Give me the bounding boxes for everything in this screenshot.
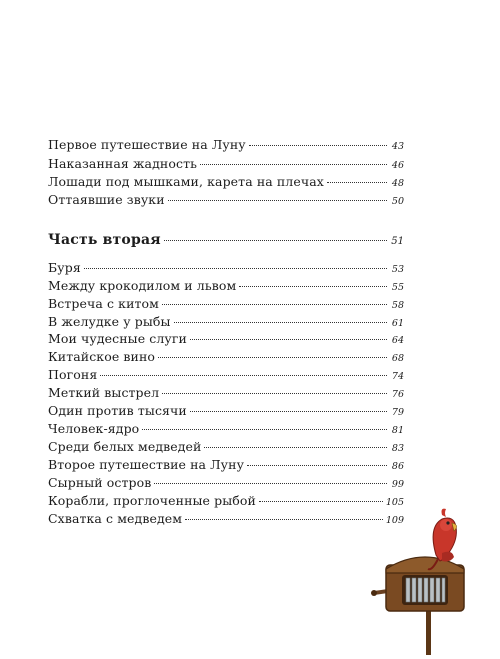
toc-entry [48, 260, 404, 278]
toc-entry-page: 55 [391, 282, 404, 293]
toc-leader-dots [185, 519, 383, 520]
toc-leader-dots [154, 483, 387, 484]
toc-entry-title: Буря [48, 260, 81, 275]
toc-entry-title: Оттаявшие звуки [48, 192, 165, 207]
toc-entry [48, 493, 404, 511]
toc-entry [48, 314, 404, 332]
toc-leader-dots [249, 145, 387, 146]
toc-entry-title: Корабли, проглоченные рыбой [48, 493, 256, 508]
toc-entry [48, 156, 404, 174]
toc-part-heading [48, 232, 404, 250]
toc-entry-page: 43 [391, 141, 404, 152]
toc-entry [48, 192, 404, 210]
toc-leader-dots [162, 393, 387, 394]
toc-entry-page: 99 [391, 479, 404, 490]
toc-part-page: 51 [391, 236, 404, 247]
toc-entry-page: 46 [391, 160, 404, 171]
toc-entry-page: 64 [391, 335, 404, 346]
toc-entry-title: Второе путешествие на Луну [48, 457, 245, 472]
toc-entry [48, 278, 404, 296]
toc-leader-dots [327, 182, 387, 183]
toc-leader-dots [190, 411, 387, 412]
toc-entry [48, 439, 404, 457]
toc-leader-dots [84, 268, 387, 269]
toc-leader-dots [142, 429, 387, 430]
toc-entry-page: 105 [385, 497, 404, 508]
toc-entry-title: Один против тысячи [48, 403, 187, 418]
toc-entry-title: Меткий выстрел [48, 385, 160, 400]
parrot-on-barrel-organ-icon [366, 505, 480, 655]
toc-entry-title: Китайское вино [48, 349, 156, 364]
toc-entry [48, 403, 404, 421]
toc-entry-page: 76 [391, 389, 404, 400]
toc-entry-title: Мои чудесные слуги [48, 331, 187, 346]
toc-leader-dots [168, 200, 387, 201]
toc-entry [48, 174, 404, 192]
toc-entry [48, 349, 404, 367]
toc-entry [48, 385, 404, 403]
toc-entry-title: Сырный остров [48, 475, 152, 490]
toc-entry-page: 79 [391, 407, 404, 418]
toc-entry-page: 86 [391, 461, 404, 472]
toc-entry-page: 48 [391, 178, 404, 189]
toc-entry-title: Встреча с китом [48, 296, 159, 311]
toc-leader-dots [190, 339, 387, 340]
toc-entry [48, 137, 404, 155]
toc-leader-dots [162, 304, 387, 305]
toc-entry-page: 61 [391, 318, 404, 329]
toc-entry-title: Погоня [48, 367, 98, 382]
toc-entry-page: 81 [391, 425, 404, 436]
toc-entry-page: 74 [391, 371, 404, 382]
toc-entry [48, 421, 404, 439]
toc-entry [48, 331, 404, 349]
toc-entry-title: Среди белых медведей [48, 439, 202, 454]
toc-leader-dots [259, 501, 383, 502]
toc-leader-dots [204, 447, 387, 448]
toc-entry-title: Человек-ядро [48, 421, 140, 436]
toc-entry [48, 511, 404, 529]
toc-leader-dots [247, 465, 387, 466]
toc-entry-page: 109 [385, 515, 404, 526]
toc-entry [48, 367, 404, 385]
toc-entry-page: 53 [391, 264, 404, 275]
toc-entry-page: 58 [391, 300, 404, 311]
toc-entry-title: В желудке у рыбы [48, 314, 171, 329]
toc-entry-title: Схватка с медведем [48, 511, 183, 526]
toc-leader-dots [164, 240, 387, 241]
toc-entry-page: 83 [391, 443, 404, 454]
toc-entry-title: Между крокодилом и львом [48, 278, 237, 293]
toc-leader-dots [200, 164, 387, 165]
toc-entry-title: Первое путешествие на Луну [48, 137, 246, 152]
toc-entry [48, 296, 404, 314]
toc-leader-dots [174, 322, 387, 323]
toc-entry-page: 50 [391, 196, 404, 207]
toc-leader-dots [239, 286, 387, 287]
toc-entry-page: 68 [391, 353, 404, 364]
toc-entry [48, 475, 404, 493]
toc-leader-dots [100, 375, 387, 376]
toc-entry [48, 457, 404, 475]
toc-leader-dots [158, 357, 387, 358]
toc-entry-title: Наказанная жадность [48, 156, 197, 171]
toc-entry-title: Лошади под мышками, карета на плечах [48, 174, 324, 189]
toc-part-title: Часть вторая [48, 232, 161, 248]
